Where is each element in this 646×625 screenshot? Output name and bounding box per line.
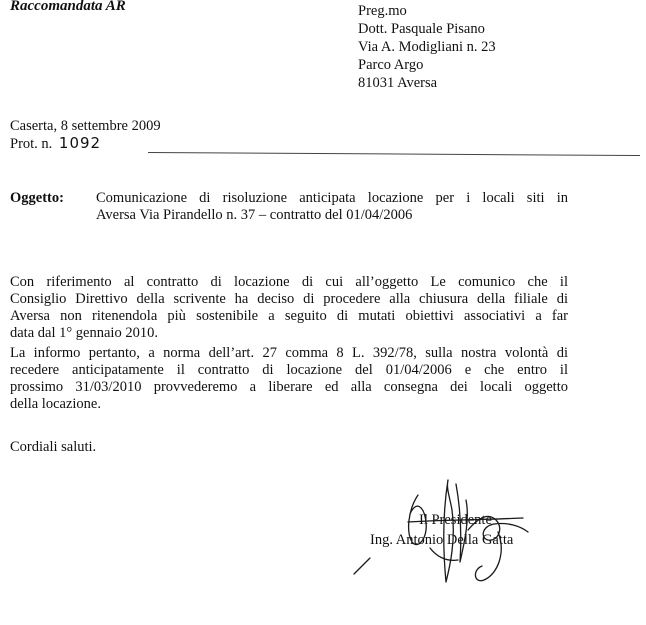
place-and-date: Caserta, 8 settembre 2009 <box>10 118 161 134</box>
paragraph-line: recedere anticipatamente il contratto di locazione del 01/04/2006 e che entro il <box>10 362 568 378</box>
subject-line: Aversa Via Pirandello n. 37 – contratto del 01/04/2006 <box>96 207 413 223</box>
body-paragraph-1 <box>10 274 568 342</box>
body-paragraph-2 <box>10 345 568 413</box>
recipient-street: Via A. Modigliani n. 23 <box>358 39 496 55</box>
paragraph-line: Con riferimento al contratto di locazione di cui all’oggetto Le comunico che il <box>10 274 568 290</box>
divider-line <box>148 152 640 156</box>
paragraph-line: della locazione. <box>10 396 101 412</box>
recipient-address-block <box>358 2 496 92</box>
subject-text <box>96 190 568 224</box>
recipient-locality: Parco Argo <box>358 57 424 73</box>
protocol-label: Prot. n. <box>10 136 53 152</box>
recipient-name: Dott. Pasquale Pisano <box>358 21 485 37</box>
paragraph-line: La informo pertanto, a norma dell’art. 27 comma 8 L. 392/78, sulla nostra volontà di <box>10 345 568 361</box>
handwritten-signature <box>348 470 558 590</box>
subject-line: Comunicazione di risoluzione anticipata locazione per i locali siti in <box>96 190 568 206</box>
closing-salutation: Cordiali saluti. <box>10 439 97 455</box>
recipient-city: 81031 Aversa <box>358 75 438 91</box>
paragraph-line: data dal 1° gennaio 2010. <box>10 325 158 341</box>
protocol-line <box>10 135 101 153</box>
signatory-title: Il Presidente <box>419 512 492 528</box>
protocol-number-handwritten: 1092 <box>58 134 102 152</box>
subject-label: Oggetto: <box>10 190 64 206</box>
paragraph-line: prossimo 31/03/2010 provvederemo a liberare ed alla consegna dei locali oggetto <box>10 379 568 395</box>
paragraph-line: Consiglio Direttivo della scrivente ha deciso di procedere alla chiusura della filiale di <box>10 291 568 307</box>
paragraph-line: Aversa non ritenendola più sostenibile a seguito di mutati obiettivi associativi a far <box>10 308 568 324</box>
letter-type-heading: Raccomandata AR <box>10 0 126 14</box>
signatory-name: Ing. Antonio Della Gatta <box>370 532 514 548</box>
recipient-salutation: Preg.mo <box>358 3 407 19</box>
